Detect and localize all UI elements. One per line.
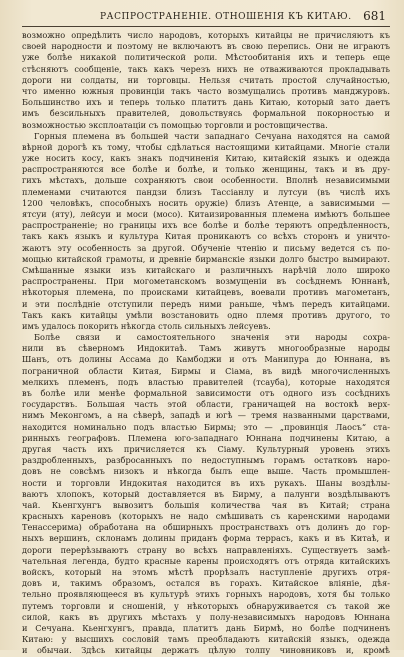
text-line: государствъ. Большая часть этой области, граничащей на востокѣ верх- xyxy=(22,399,390,410)
text-line: довъ и, такимъ образомъ, остался въ горахъ. Китайское вліяніе, дѣя- xyxy=(22,578,390,589)
text-line: 1200 человѣкъ, способныхъ носить оружіе) близъ Атенце, а зависимыми — xyxy=(22,197,390,208)
text-line: своей народности и поэтому не включаютъ въ свою перепись. Они не играютъ xyxy=(22,41,390,52)
text-line: племенами считаются пандзи близъ Тассіанлу и лутсуи (въ числѣ ихъ xyxy=(22,186,390,197)
text-line: возможностью эксплоатаціи съ помощью торговли и ростовщичества. xyxy=(22,119,328,130)
text-line: уже болѣе никакой политической роли. Мѣстообитанія ихъ и теперь еще xyxy=(22,52,390,63)
text-line: красныхъ кареновъ (которыхъ не надо смѣшивать съ каренскими народами xyxy=(22,511,390,522)
text-line: распространяются все болѣе и болѣе, и только женщины, такъ и въ дру- xyxy=(22,164,390,175)
text-line: нили въ сѣверномъ Индокитаѣ. Тамъ живутъ многообразные народы xyxy=(22,343,390,354)
text-line: Горныя племена въ большей части западнаго Сечуана находятся на самой xyxy=(34,130,390,141)
text-line: дороги ни солдаты, ни торговцы. Нельзя считать простой случайностью, xyxy=(22,74,390,85)
text-line: Смѣшанные языки изъ китайскаго и различныхъ нарѣчій лоло широко xyxy=(22,264,390,275)
text-line: ринныхъ географовъ. Племена юго-западнаго Юннана подчинены Китаю, а xyxy=(22,432,390,443)
text-line: тельно проявляющееся въ культурѣ этихъ горныхъ народовъ, хотя бы только xyxy=(22,589,390,600)
text-line: другая часть ихъ причисляется къ Сіаму. Культурный уровень этихъ xyxy=(22,443,390,454)
text-line: Китаю: у высшихъ сословій тамъ преобладаютъ китайскій языкъ, одежда xyxy=(22,634,390,645)
text-line: Шанъ, отъ долины Ассама до Камбоджи и отъ Манипура до Юннана, въ xyxy=(22,354,390,365)
page-number: 681 xyxy=(363,9,386,23)
text-line: довъ не совсѣмъ низокъ и нѣкогда былъ еще выше. Часть промышлен- xyxy=(22,466,390,477)
text-line: пограничной области Китая, Бирмы и Сіама, въ видѣ многочисленныхъ xyxy=(22,365,390,376)
text-line: гихъ мѣстахъ, дольше сохраняютъ свои особенности. Вполнѣ независимыми xyxy=(22,175,390,186)
text-line: уже носить косу, какъ знакъ подчиненія Китаю, китайскій языкъ и одежда xyxy=(22,153,390,164)
text-line: мелкихъ племенъ, подъ властью правителей (тсауба), которые находятся xyxy=(22,376,390,387)
text-line: вѣрной дорогѣ къ тому, чтобы сдѣлаться настоящими китайцами. Многіе стали xyxy=(22,141,390,152)
text-line: въ болѣе или менѣе формальной зависимости отъ одного изъ сосѣднихъ xyxy=(22,388,390,398)
text-line: возможно опредѣлить число народовъ, которыхъ китайцы не причисляютъ къ xyxy=(22,30,390,40)
text-line: Такъ какъ китайцы умѣли возстановить одно племя противъ другого, то xyxy=(22,309,390,320)
body-text xyxy=(22,30,390,656)
text-line: распространены. При могометанскомъ возмущеніи въ сосѣднемъ Юннанѣ, xyxy=(22,276,390,287)
text-line: имъ удалось покорить нѣкогда столь сильныхъ лейсуевъ. xyxy=(22,320,271,331)
text-line: силой, какъ въ другихъ мѣстахъ у полу-независимыхъ народовъ Юннана xyxy=(22,611,390,622)
text-line: ныхъ вершинъ, склонамъ долины приданъ форма террасъ, какъ и въ Китаѣ, и xyxy=(22,533,390,544)
text-line: Большинство ихъ и теперь только платитъ дань Китаю, который зато даетъ xyxy=(22,97,390,108)
text-line: Болѣе связи и самостоятельного значенія эти народы сохра- xyxy=(34,332,390,343)
text-line: ваютъ хлопокъ, который доставляется въ Бирму, а палунги воздѣлываютъ xyxy=(22,488,390,499)
text-line: чай. Кьенгхунгъ вывозитъ большія количества чая въ Китай; страна xyxy=(22,499,390,510)
text-line: нѣкоторыя племена, по происками китайцевъ, воевали противъ магометанъ, xyxy=(22,287,390,298)
text-line: находится номинально подъ властью Бирмы; это — „провинція Лаосъ“ ста- xyxy=(22,421,390,432)
text-line: что именно южныя провинціи такъ часто возмущались противъ манджуровъ. xyxy=(22,85,390,96)
text-line: войскъ, который на этомъ мѣстѣ прорѣзалъ наступленіе другихъ отря- xyxy=(22,567,390,577)
text-line: имъ безсильныхъ правителей, довольствуясь формальной покорностью и xyxy=(22,108,390,119)
page-header xyxy=(22,6,390,27)
text-line: мощью китайской грамоты, и древніе бирманскіе языки долго быстро вымирают. xyxy=(22,253,390,264)
text-line: ности и торговли Индокитая находится въ ихъ рукахъ. Шаны воздѣлы- xyxy=(22,477,390,488)
text-line: такъ какъ языкъ и культура Китая проникаютъ со всѣхъ сторонъ и уничто- xyxy=(22,231,390,242)
text-line: раздробленныхъ, разбросанныхъ по недоступнымъ горамъ остатковъ наро- xyxy=(22,455,390,466)
text-line: дороги перерѣзываютъ страну во всѣхъ направленіяхъ. Существуетъ замѣ- xyxy=(22,544,390,555)
text-line: Тенассерима) обработана на обширныхъ пространствахъ отъ долинъ до гор- xyxy=(22,522,390,533)
text-line: жаютъ эту особенность за другой. Обученіе чтенію и письму ведется съ по- xyxy=(22,242,390,253)
text-line: чательная легенда, будто красные карены происходятъ отъ отряда китайскихъ xyxy=(22,555,390,566)
text-line: ятсуи (яту), лейсуи и моси (мосо). Китаизированныя племена имѣютъ большее xyxy=(22,209,390,219)
text-line: стѣсняютъ сообщеніе, такъ какъ черезъ нихъ не отваживаются прокладывать xyxy=(22,63,390,74)
text-line: нимъ Меконгомъ, а на сѣверѣ, западѣ и югѣ — тремя названными царствами, xyxy=(22,410,390,421)
text-line: и обычаи. Здѣсь китайцы держатъ цѣлую толпу чиновниковъ и, кромѣ xyxy=(22,645,390,656)
text-line: путемъ торговли и сношеній, у нѣкоторыхъ обнаруживается съ такой же xyxy=(22,600,390,611)
text-line: и Сечуана. Кьенгхунгъ, правда, платитъ дань Бирмѣ, но болѣе подчиненъ xyxy=(22,622,390,633)
text-line: распространеніе; но границы ихъ все болѣе и болѣе теряютъ опредѣленность, xyxy=(22,220,390,231)
running-title: РАСПРОСТРАНЕНІЕ. ОТНОШЕНІЯ КЪ КИТАЮ. xyxy=(100,12,352,22)
text-line: и эти послѣдніе отступили передъ ними раньше, чѣмъ передъ китайцами. xyxy=(22,298,390,309)
